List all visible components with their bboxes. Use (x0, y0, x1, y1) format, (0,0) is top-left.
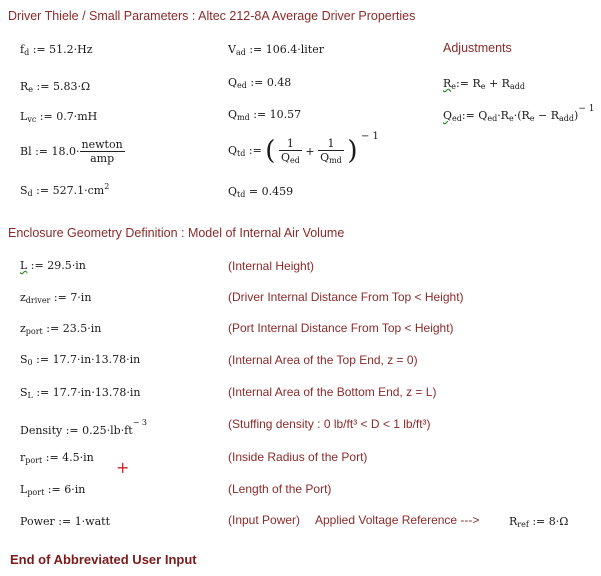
geom-desc-8: (Input Power) (228, 513, 301, 527)
geom-desc-6: (Inside Radius of the Port) (228, 450, 368, 464)
geom-row-6[interactable]: $r_{port}$ := 4.5·in (20, 451, 94, 465)
geom-desc-5: (Stuffing density : 0 lb/ft³ < D < 1 lb/ft³) (228, 417, 431, 431)
qed-adjust-formula[interactable]: $Q_{ed}:= Q_{ed}\cdot R_e\cdot(R_e - R_{add})^{- 1}$ (443, 104, 595, 123)
qtd-value: 0.459 (261, 185, 294, 198)
qed-equation[interactable]: $Q_{ed}$ := 0.48 (228, 76, 292, 90)
re-value: 5.83·Ω (52, 80, 91, 93)
qed-value: 0.48 (266, 76, 292, 89)
geom-desc-1: (Driver Internal Distance From Top < Height) (228, 290, 464, 304)
bl-equation[interactable]: Bl := 18.0· $\frac{\text{newton}}{\text{amp}}$ (20, 138, 123, 165)
rref-equation[interactable]: $R_{ref}$ := 8·Ω (509, 515, 569, 529)
geom-row-5[interactable]: Density := $0.25\cdot lb\cdot ft^{- 3}$ (20, 418, 148, 437)
fd-value: 51.2·Hz (49, 43, 93, 56)
qtd-formula[interactable]: $Q_{td}$ := ( $\frac{1}{Q_{ed}}$ + $\frac{1}{Q_{md}}$ ) − 1 (228, 131, 379, 166)
sd-value: 527.1·cm (52, 184, 105, 197)
insert-plus-icon[interactable]: + (116, 458, 130, 477)
geom-desc-3: (Internal Area of the Top End, z = 0) (228, 353, 418, 367)
bl-denominator: amp (90, 152, 115, 165)
lvc-value: 0.7·mH (56, 110, 98, 123)
geom-desc-7: (Length of the Port) (228, 482, 332, 496)
section-heading-enclosure: Enclosure Geometry Definition : Model of Internal Air Volume (8, 226, 345, 240)
geom-row-0[interactable]: L := 29.5·in (20, 259, 86, 272)
voltage-reference-label: Applied Voltage Reference ---> (315, 513, 480, 527)
qtd-result[interactable]: $Q_{td} = 0.459$ (228, 185, 294, 199)
geom-row-1[interactable]: $z_{driver}$ := 7·in (20, 291, 92, 305)
re-adjust-formula[interactable]: $R_e:= R_e + R_{add}$ (443, 77, 525, 91)
geom-desc-0: (Internal Height) (228, 259, 315, 273)
geom-row-3[interactable]: $S_0$ := 17.7·in·13.78·in (20, 353, 141, 367)
geom-desc-2: (Port Internal Distance From Top < Height) (228, 321, 454, 335)
geom-row-2[interactable]: $z_{port}$ := 23.5·in (20, 322, 102, 336)
vad-equation[interactable]: $V_{ad}$ := 106.4·liter (228, 43, 324, 57)
re-equation[interactable]: $R_e$ := 5.83·Ω (20, 80, 91, 94)
bl-numerator: newton (81, 138, 123, 151)
sd-equation[interactable]: $S_d$ := $527.1\cdot cm^2$ (20, 182, 110, 198)
geom-desc-4: (Internal Area of the Bottom End, z = L) (228, 385, 437, 399)
geom-row-8[interactable]: Power := 1·watt (20, 515, 110, 528)
density-exponent: − 3 (132, 418, 148, 427)
geom-row-7[interactable]: $L_{port}$ := 6·in (20, 483, 86, 497)
vad-value: 106.4·liter (265, 43, 324, 56)
rref-value: 8·Ω (548, 515, 569, 528)
qmd-equation[interactable]: $Q_{md}$ := 10.57 (228, 108, 302, 122)
geom-row-4[interactable]: $S_L$ := 17.7·in·13.78·in (20, 386, 141, 400)
qmd-value: 10.57 (269, 108, 302, 121)
fd-equation[interactable]: $f_d$ := 51.2·Hz (20, 43, 93, 57)
adjustments-heading: Adjustments (443, 41, 512, 55)
page-title: Driver Thiele / Small Parameters : Altec 212-8A Average Driver Properties (8, 9, 416, 23)
sd-exponent: 2 (104, 182, 110, 191)
end-of-input-label: End of Abbreviated User Input (10, 552, 197, 567)
bl-value: 18.0· (51, 145, 80, 158)
lvc-equation[interactable]: $L_{vc}$ := 0.7·mH (20, 110, 98, 124)
